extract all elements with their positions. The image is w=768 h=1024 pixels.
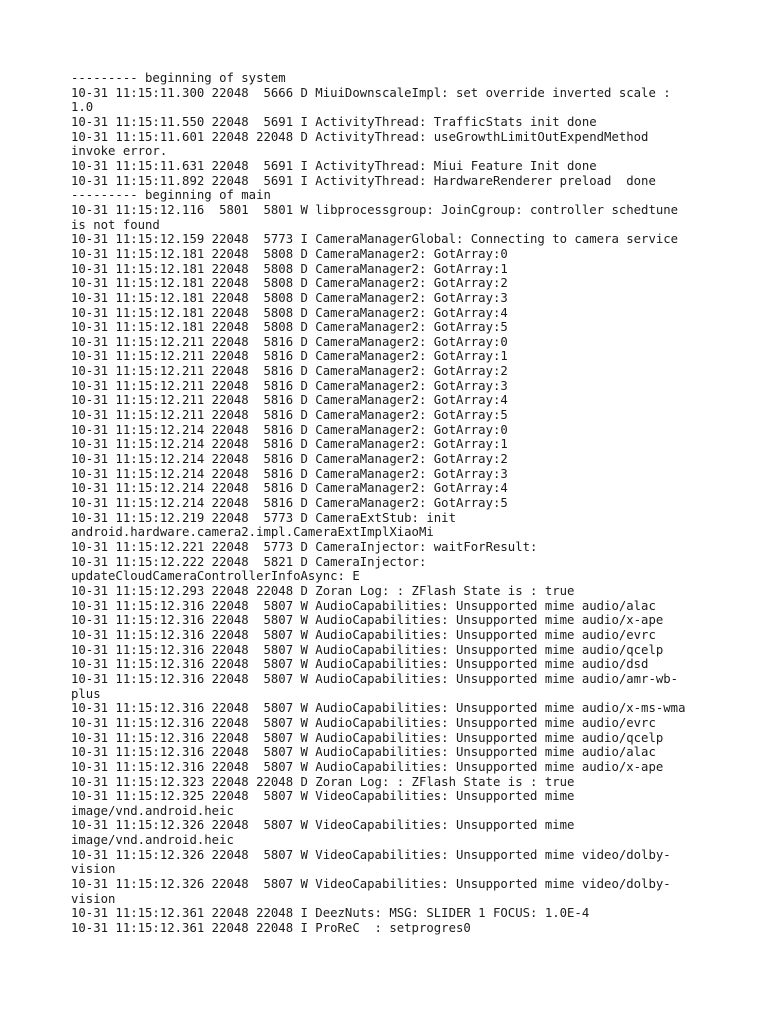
log-line: 10-31 11:15:12.214 22048 5816 D CameraManager2: GotArray:5 (71, 496, 508, 511)
log-line: 10-31 11:15:11.631 22048 5691 I ActivityThread: Miui Feature Init done (71, 158, 597, 173)
log-line: 10-31 11:15:12.316 22048 5807 W AudioCapabilities: Unsupported mime audio/evrc (71, 627, 656, 642)
log-line: image/vnd.android.heic (71, 803, 234, 818)
log-line: plus (71, 686, 101, 701)
log-line: invoke error. (71, 144, 168, 159)
log-line: 10-31 11:15:12.316 22048 5807 W AudioCapabilities: Unsupported mime audio/alac (71, 745, 656, 760)
log-line: 10-31 11:15:12.316 22048 5807 W AudioCapabilities: Unsupported mime audio/qcelp (71, 730, 664, 745)
log-line: 10-31 11:15:12.116 5801 5801 W libprocessgroup: JoinCgroup: controller schedtune (71, 202, 679, 217)
log-line: is not found (71, 217, 160, 232)
log-line: 10-31 11:15:11.892 22048 5691 I ActivityThread: HardwareRenderer preload done (71, 173, 656, 188)
log-line: 10-31 11:15:11.300 22048 5666 D MiuiDownscaleImpl: set override inverted scale : (71, 85, 671, 100)
log-line: 10-31 11:15:12.221 22048 5773 D CameraInjector: waitForResult: (71, 540, 538, 554)
log-line: 10-31 11:15:12.159 22048 5773 I CameraManagerGlobal: Connecting to camera service (71, 232, 679, 247)
log-line: 10-31 11:15:11.550 22048 5691 I ActivityThread: TrafficStats init done (71, 114, 597, 129)
log-line: 10-31 11:15:12.326 22048 5807 W VideoCapabilities: Unsupported mime video/dolby- (71, 847, 671, 862)
log-line: 10-31 11:15:12.211 22048 5816 D CameraManager2: GotArray:2 (71, 364, 508, 379)
log-line: 10-31 11:15:12.222 22048 5821 D CameraInjector: (71, 554, 427, 569)
log-line: 10-31 11:15:12.361 22048 22048 I DeezNuts: MSG: SLIDER 1 FOCUS: 1.0E-4 (71, 906, 590, 921)
log-line: 10-31 11:15:12.316 22048 5807 W AudioCapabilities: Unsupported mime audio/qcelp (71, 642, 664, 657)
log-line: updateCloudCameraControllerInfoAsync: E (71, 569, 360, 584)
log-line: 10-31 11:15:12.326 22048 5807 W VideoCapabilities: Unsupported mime (71, 818, 575, 833)
log-line: 10-31 11:15:12.181 22048 5808 D CameraManager2: GotArray:5 (71, 320, 508, 335)
log-line: 10-31 11:15:12.316 22048 5807 W AudioCapabilities: Unsupported mime audio/alac (71, 598, 656, 613)
log-line: 10-31 11:15:12.214 22048 5816 D CameraManager2: GotArray:0 (71, 422, 508, 437)
log-line: 10-31 11:15:12.214 22048 5816 D CameraManager2: GotArray:2 (71, 452, 508, 467)
log-line: 10-31 11:15:12.181 22048 5808 D CameraManager2: GotArray:2 (71, 276, 508, 291)
log-line: 10-31 11:15:12.181 22048 5808 D CameraManager2: GotArray:4 (71, 305, 508, 320)
log-line: 10-31 11:15:12.211 22048 5816 D CameraManager2: GotArray:5 (71, 408, 508, 423)
log-line: 10-31 11:15:12.211 22048 5816 D CameraManager2: GotArray:4 (71, 393, 508, 408)
log-text (71, 71, 701, 936)
log-line: 10-31 11:15:12.211 22048 5816 D CameraManager2: GotArray:1 (71, 349, 508, 364)
log-line: 10-31 11:15:12.316 22048 5807 W AudioCapabilities: Unsupported mime audio/x-ape (71, 759, 664, 774)
log-line: 1.0 (71, 100, 94, 115)
log-line: 10-31 11:15:12.326 22048 5807 W VideoCapabilities: Unsupported mime video/dolby- (71, 877, 671, 892)
log-line: 10-31 11:15:12.219 22048 5773 D CameraExtStub: init (71, 510, 456, 525)
log-line: 10-31 11:15:11.601 22048 22048 D ActivityThread: useGrowthLimitOutExpendMethod (71, 129, 649, 144)
log-line: 10-31 11:15:12.323 22048 22048 D Zoran Log: : ZFlash State is : true (71, 774, 575, 789)
log-line: 10-31 11:15:12.181 22048 5808 D CameraManager2: GotArray:1 (71, 261, 508, 276)
log-line: 10-31 11:15:12.316 22048 5807 W AudioCapabilities: Unsupported mime audio/dsd (71, 657, 649, 672)
log-line: 10-31 11:15:12.214 22048 5816 D CameraManager2: GotArray:1 (71, 437, 508, 452)
log-line: 10-31 11:15:12.293 22048 22048 D Zoran Log: : ZFlash State is : true (71, 583, 575, 598)
log-line: 10-31 11:15:12.325 22048 5807 W VideoCapabilities: Unsupported mime (71, 789, 575, 804)
log-line: 10-31 11:15:12.361 22048 22048 I ProReC : setprogres0 (71, 921, 471, 936)
log-line: 10-31 11:15:12.316 22048 5807 W AudioCapabilities: Unsupported mime audio/x-ape (71, 613, 664, 628)
log-line: 10-31 11:15:12.214 22048 5816 D CameraManager2: GotArray:3 (71, 466, 508, 481)
log-line: 10-31 11:15:12.214 22048 5816 D CameraManager2: GotArray:4 (71, 481, 508, 496)
log-line: 10-31 11:15:12.181 22048 5808 D CameraManager2: GotArray:0 (71, 246, 508, 261)
log-line: 10-31 11:15:12.316 22048 5807 W AudioCapabilities: Unsupported mime audio/amr-wb- (71, 671, 679, 686)
log-line: 10-31 11:15:12.181 22048 5808 D CameraManager2: GotArray:3 (71, 290, 508, 305)
log-line: 10-31 11:15:12.211 22048 5816 D CameraManager2: GotArray:0 (71, 334, 508, 349)
log-line: android.hardware.camera2.impl.CameraExtImplXiaoMi (71, 525, 434, 540)
log-line: vision (71, 862, 116, 877)
log-line: 10-31 11:15:12.316 22048 5807 W AudioCapabilities: Unsupported mime audio/evrc (71, 715, 656, 730)
log-line: image/vnd.android.heic (71, 833, 234, 848)
log-line: 10-31 11:15:12.211 22048 5816 D CameraManager2: GotArray:3 (71, 378, 508, 393)
log-line: --------- beginning of system (71, 71, 286, 85)
log-line: 10-31 11:15:12.316 22048 5807 W AudioCapabilities: Unsupported mime audio/x-ms-wma (71, 701, 686, 716)
log-line: vision (71, 891, 116, 906)
log-line: --------- beginning of main (71, 188, 271, 203)
